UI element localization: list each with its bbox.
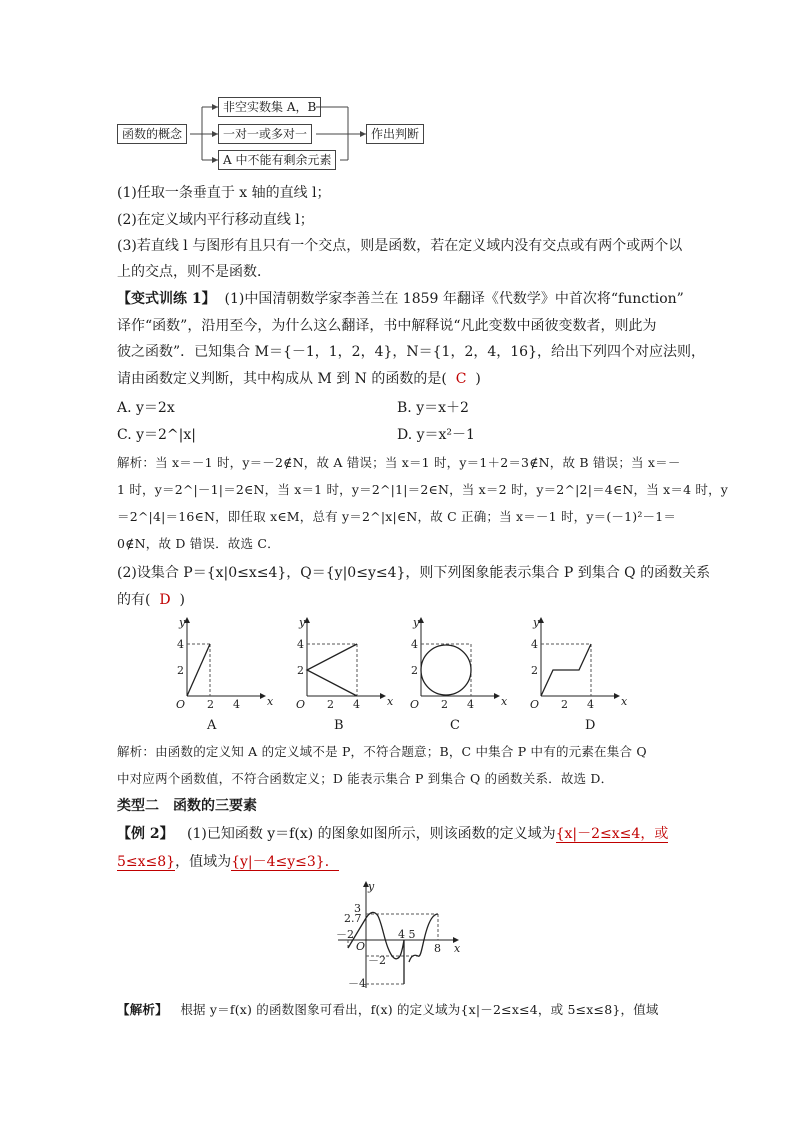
fgraph-tick-3: 3 [354,902,361,915]
graph-a-y-tick-2: 2 [177,664,184,677]
graph-a [176,616,274,711]
graph-b [296,616,394,711]
fgraph-tick-8: 8 [434,942,441,955]
graph-a-x-label: x [267,695,274,708]
fgraph-tick-minus-4: －4 [348,977,366,990]
graph-b-x-tick-4: 4 [353,698,360,711]
graph-d-x-label: x [621,695,628,708]
graph-c-y-label: y [413,616,420,629]
graph-a-y-tick-4: 4 [177,638,184,651]
exercise-q1-close: ) [475,371,481,387]
example-2-text-2: ，值域为 [175,854,232,870]
graph-b-y-tick-2: 2 [297,664,304,677]
graph-d-y-tick-2: 2 [531,664,538,677]
fgraph-tick-minus-2-x: －2 [336,928,354,941]
graph-b-caption: B [334,718,344,733]
exercise-q1-line-4 [117,369,481,389]
example-2-text-1: (1)已知函数 y＝f(x) 的图象如图所示，则该函数的定义域为 [186,826,556,842]
domain-answer-2: 5≤x≤8} [117,854,176,870]
concept-branch-sets: 非空实数集 A，B [218,97,321,117]
exercise-q1-line-1 [117,289,684,309]
example-2-line-2 [117,852,339,872]
option-c: C. y＝2^|x| [117,427,196,443]
fgraph-tick-4-5: 4 5 [398,928,416,941]
solution-1-line-2: 1 时，y＝2^|－1|＝2∈N，当 x＝1 时，y＝2^|1|＝2∈N，当 x＝2 时，y＝2^|2|＝4∈N，当 x＝4 时，y [117,482,729,497]
graph-b-y-tick-4: 4 [297,638,304,651]
solution-1-line-4: 0∉N，故 D 错误．故选 C． [117,536,280,551]
graph-c-x-tick-4: 4 [467,698,474,711]
example-tag: 【例 2】 [117,826,174,842]
graph-c-caption: C [450,718,460,733]
graph-b-x-tick-2: 2 [327,698,334,711]
solution-2-line-1: 解析：由函数的定义知 A 的定义域不是 P，不符合题意；B，C 中集合 P 中有的元素在集合 Q [117,744,647,759]
graph-c-y-tick-4: 4 [411,638,418,651]
graph-a-x-tick-2: 2 [207,698,214,711]
step-1: (1)任取一条垂直于 x 轴的直线 l； [117,185,331,201]
concept-result-box: 作出判断 [366,124,424,144]
solution-1-line-1: 解析：当 x＝－1 时，y＝－2∉N，故 A 错误；当 x＝1 时，y＝1＋2＝3∉N，故 B 错误；当 x＝－ [117,455,681,470]
exercise-q2-line-1: (2)设集合 P＝{x|0≤x≤4}，Q＝{y|0≤y≤4}，则下列图象能表示集合 P 到集合 Q 的函数关系 [117,565,711,581]
graph-d-x-tick-2: 2 [561,698,568,711]
fgraph-x-label: x [454,942,461,955]
exercise-q1-text-4: 请由函数定义判断，其中构成从 M 到 N 的函数的是( [117,371,447,387]
graph-c-y-tick-2: 2 [411,664,418,677]
step-3-line-1: (3)若直线 l 与图形有且只有一个交点，则是函数，若在定义域内没有交点或有两个或两个以 [117,238,683,254]
function-graph [330,876,470,994]
exercise-tag: 【变式训练 1】 [117,291,216,307]
concept-connector-lines [0,0,794,200]
graph-b-x-label: x [387,695,394,708]
step-2: (2)在定义域内平行移动直线 l； [117,212,314,228]
concept-branch-mapping: 一对一或多对一 [218,124,312,144]
exercise-q1-answer: C [455,371,467,387]
solution-tag: 【解析】 [117,1002,168,1017]
graph-d-caption: D [585,718,596,733]
solution-2-line-2: 中对应两个函数值，不符合函数定义；D 能表示集合 P 到集合 Q 的函数关系．故选 D． [117,771,614,786]
option-d: D. y＝x²－1 [397,427,475,443]
graph-d-origin: O [530,698,540,711]
graph-c [410,616,508,711]
step-3-line-2: 上的交点，则不是函数． [117,264,271,280]
option-graphs [160,612,700,740]
exercise-q2-answer: D [159,592,171,608]
fgraph-tick-2-7: 2.7 [344,912,362,925]
solution-1-line-3: ＝2^|4|＝16∈N，即任取 x∈M，总有 y＝2^|x|∈N，故 C 正确；当 x＝－1 时，y＝(－1)²－1＝ [117,509,677,524]
exercise-q1-line-3: 彼之函数”．已知集合 M＝{－1，1，2，4}，N＝{1，2，4，16}，给出下列四个对应法则， [117,344,705,360]
range-answer: {y|－4≤y≤3}． [231,854,339,870]
graph-d-y-tick-4: 4 [531,638,538,651]
domain-answer-1: {x|－2≤x≤4，或 [555,826,669,842]
option-b: B. y＝x＋2 [397,400,469,416]
graph-c-origin: O [410,698,420,711]
exercise-q1-text-1: (1)中国清朝数学家李善兰在 1859 年翻译《代数学》中首次将“function” [224,291,684,307]
graph-b-y-label: y [299,616,306,629]
graph-a-y-label: y [179,616,186,629]
option-a: A. y＝2x [117,400,175,416]
graph-b-origin: O [296,698,306,711]
example-2-solution-text: 根据 y＝f(x) 的函数图象可看出，f(x) 的定义域为{x|－2≤x≤4，或 5≤x≤8}，值域 [180,1002,659,1017]
exercise-q1-line-2: 译作“函数”，沿用至今，为什么这么翻译，书中解释说“凡此变数中函彼变数者，则此为 [117,318,657,334]
graph-a-x-tick-4: 4 [233,698,240,711]
graph-d-y-label: y [533,616,540,629]
fgraph-y-label: y [368,880,375,893]
exercise-q2-line-2 [117,590,185,610]
concept-branch-no-remainder: A 中不能有剩余元素 [218,150,336,170]
exercise-q2-close: ) [179,592,185,608]
graph-a-origin: O [176,698,186,711]
exercise-q2-text-2: 的有( [117,592,151,608]
example-2-line-1 [117,824,668,844]
section-heading: 类型二 函数的三要素 [117,798,257,814]
concept-root-box: 函数的概念 [117,124,187,144]
graph-c-x-tick-2: 2 [441,698,448,711]
fgraph-origin: O [356,940,366,953]
graph-c-x-label: x [501,695,508,708]
fgraph-tick-minus-2-y: －2 [368,954,386,967]
graph-d-x-tick-4: 4 [587,698,594,711]
graph-a-caption: A [207,718,217,733]
graph-d [530,616,628,711]
example-2-solution [117,1000,659,1020]
